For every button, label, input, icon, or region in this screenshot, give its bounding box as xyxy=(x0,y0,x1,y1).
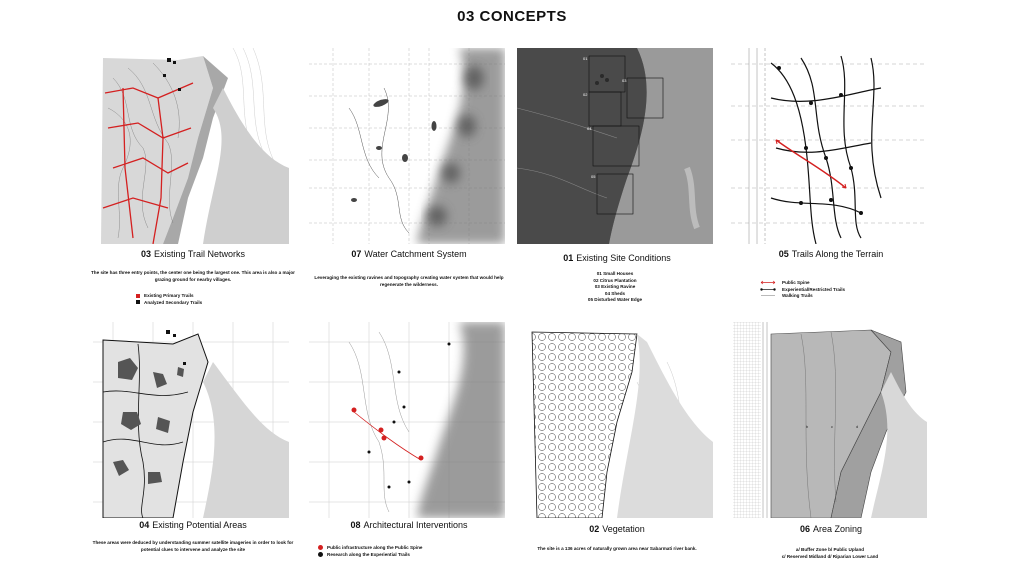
legend-item-03: 03 Existing Ravine xyxy=(594,284,636,289)
legend-03 xyxy=(136,293,202,306)
caption-02: 02 Vegetation xyxy=(589,524,645,534)
potential-areas-map xyxy=(93,322,289,518)
caption-04: 04 Existing Potential Areas xyxy=(139,520,247,530)
svg-text:05: 05 xyxy=(591,174,596,179)
legend-item-public-infra: Public infrastructure along the Public Spine xyxy=(318,545,422,552)
thin-line-icon xyxy=(760,293,776,298)
caption-06: 06 Area Zoning xyxy=(799,524,863,534)
svg-text:03: 03 xyxy=(622,78,627,83)
caption-07: 07 Water Catchment System xyxy=(351,249,467,259)
legend-item-public-spine: Public Spine xyxy=(760,280,845,287)
trail-networks-map xyxy=(93,48,289,244)
legend-item-walking: Walking Trails xyxy=(760,293,845,300)
caption-05: 05 Trails Along the Terrain xyxy=(778,249,884,259)
caption-08: 08 Architectural Interventions xyxy=(350,520,468,530)
svg-text:01: 01 xyxy=(583,56,588,61)
area-zoning-map xyxy=(731,322,927,518)
legend-01 xyxy=(560,271,670,304)
svg-text:04: 04 xyxy=(587,126,592,131)
trails-terrain-map xyxy=(731,48,927,244)
legend-item-05: 05 Disturbed Water Edge xyxy=(587,297,643,302)
caption-01: 01 Existing Site Conditions xyxy=(563,253,671,263)
legend-item-04: 04 Sheds xyxy=(604,290,626,296)
svg-text:b: b xyxy=(806,424,809,429)
desc-04: These areas were deduced by understanding summer satellite imageries in order to look for potential clues to intervene and analyze the site xyxy=(92,540,294,552)
caption-03: 03 Existing Trail Networks xyxy=(140,249,246,259)
site-conditions-map xyxy=(517,48,713,244)
double-arrow-icon xyxy=(760,280,776,285)
legend-item-secondary: Analyzed Secondary Trails xyxy=(136,300,202,307)
svg-text:02: 02 xyxy=(583,92,588,97)
legend-item-zones-cd: c/ Reserved Midland d/ Riparian Lower Land xyxy=(781,553,879,559)
vegetation-map xyxy=(517,322,713,518)
desc-03: The site has three entry points, the center one being the largest one. This area is also a major grazing ground for nearby villages. xyxy=(91,270,295,282)
legend-item-primary: Existing Primary Trails xyxy=(136,293,202,300)
legend-05 xyxy=(760,280,845,300)
desc-07: Leveraging the existing ravines and topography creating water system that would help regenerate the wilderness. xyxy=(314,275,504,287)
architectural-interventions-map xyxy=(309,322,505,518)
desc-02: The site is a 136 acres of naturally grown area near Sabarmati river bank. xyxy=(537,546,697,551)
page-title: 03 CONCEPTS xyxy=(457,8,567,25)
water-catchment-map xyxy=(309,48,505,244)
svg-text:c: c xyxy=(831,424,833,429)
legend-08 xyxy=(318,545,422,558)
legend-item-experiential: Experiential/Restricted Trails xyxy=(760,287,845,294)
dotted-line-icon xyxy=(760,287,776,292)
legend-item-02: 02 Citrus Plantation xyxy=(593,277,637,283)
legend-item-research: Research along the Experiential Trails xyxy=(318,552,422,559)
legend-06 xyxy=(770,547,890,560)
legend-item-zones-ab: a/ Buffer Zone b/ Public Upland xyxy=(795,547,865,552)
svg-text:d: d xyxy=(856,424,859,429)
legend-item-01: 01 Small Houses xyxy=(596,271,634,276)
